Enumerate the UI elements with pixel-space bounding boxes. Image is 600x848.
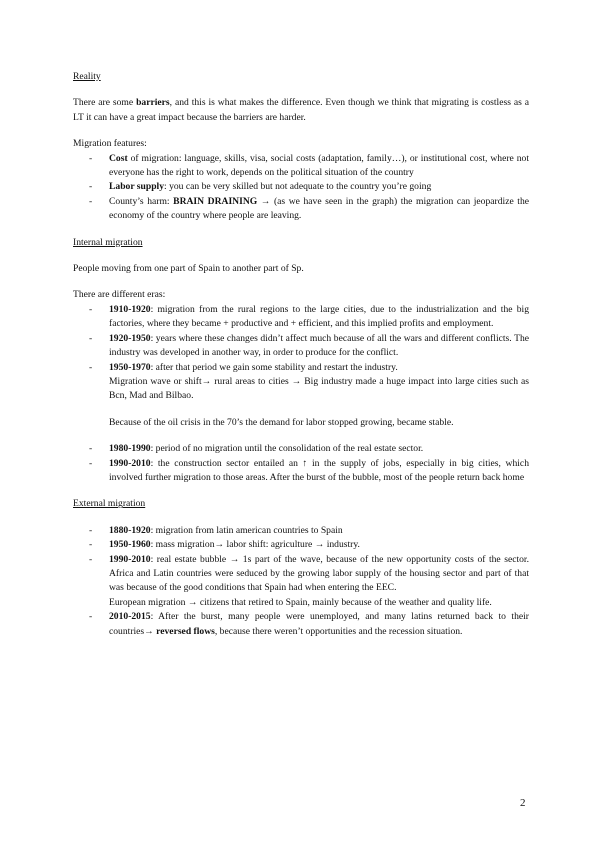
list-item: - 1950-1960: mass migration→ labor shift: agriculture → industry. (89, 539, 360, 551)
list-item: - 1920-1950: years where these changes didn’t affect much because of all the wars and different conflicts. The industry was developed in another way, in order to produce for the conflict. (89, 332, 529, 359)
page-content (73, 70, 529, 639)
features-title: Migration features: (73, 138, 147, 150)
list-item: - Cost of migration: language, skills, visa, social costs (adaptation, family…), or institutional cost, where not everyone has the right to work, depends on the political situation of the country (89, 152, 529, 179)
era-extra: Migration wave or shift→ rural areas to cities → Big industry made a huge impact into large cities such as Bcn, Mad and Bilbao. (109, 375, 529, 402)
reality-intro: There are some barriers, and this is what makes the difference. Even though we think that migrating is costless as a LT it can have a great impact because the barriers are harder. (73, 97, 530, 123)
section-heading-internal: Internal migration (73, 236, 143, 248)
list-item: - County’s harm: BRAIN DRAINING → (as we have seen in the graph) the migration can jeopardize the economy of the country where people are leaving. (89, 195, 529, 222)
list-item: - 1910-1920: migration from the rural regions to the large cities, due to the industrialization and the big factories, where they became + productive and + efficient, and this implied profits and employment. (89, 303, 529, 330)
features-list (73, 152, 529, 224)
section-heading-reality: Reality (73, 71, 101, 82)
external-list (73, 524, 529, 596)
era-note: Because of the oil crisis in the 70’s the demand for labor stopped growing, became stable. (109, 416, 454, 428)
list-item: - 1950-1970: after that period we gain some stability and restart the industry. (89, 361, 398, 373)
page-number: 2 (520, 797, 526, 809)
eras-list (73, 303, 529, 375)
external-extra: European migration → citizens that retired to Spain, mainly because of the weather and quality life. (109, 596, 492, 608)
section-heading-external: External migration (73, 498, 146, 510)
list-item: - 1980-1990: period of no migration until the consolidation of the real estate sector. (89, 443, 424, 455)
internal-intro: People moving from one part of Spain to another part of Sp. (73, 263, 304, 275)
list-item: - 2010-2015: After the burst, many people were unemployed, and many latins returned back to their countries→ reversed flows, because there weren’t opportunities and the recession situation. (89, 611, 529, 637)
list-item: - 1990-2010: the construction sector entailed an ↑ in the supply of jobs, especially in big cities, which involved further migration to those areas. After the burst of the bubble, most of the people return back home (89, 457, 529, 483)
external-last-list (73, 610, 529, 639)
list-item: - 1990-2010: real estate bubble → 1s part of the wave, because of the new opportunity costs of the sector. Africa and Latin countries were seduced by the growing labor supply of the housing sector and part of that was because of the good conditions that Spain had when entering the EEC. (89, 553, 529, 594)
eras-later-list (73, 442, 529, 485)
list-item: - 1880-1920: migration from latin american countries to Spain (89, 524, 343, 536)
list-item: - Labor supply: you can be very skilled but not adequate to the country you’re going (89, 181, 432, 193)
eras-title: There are different eras: (73, 289, 166, 301)
